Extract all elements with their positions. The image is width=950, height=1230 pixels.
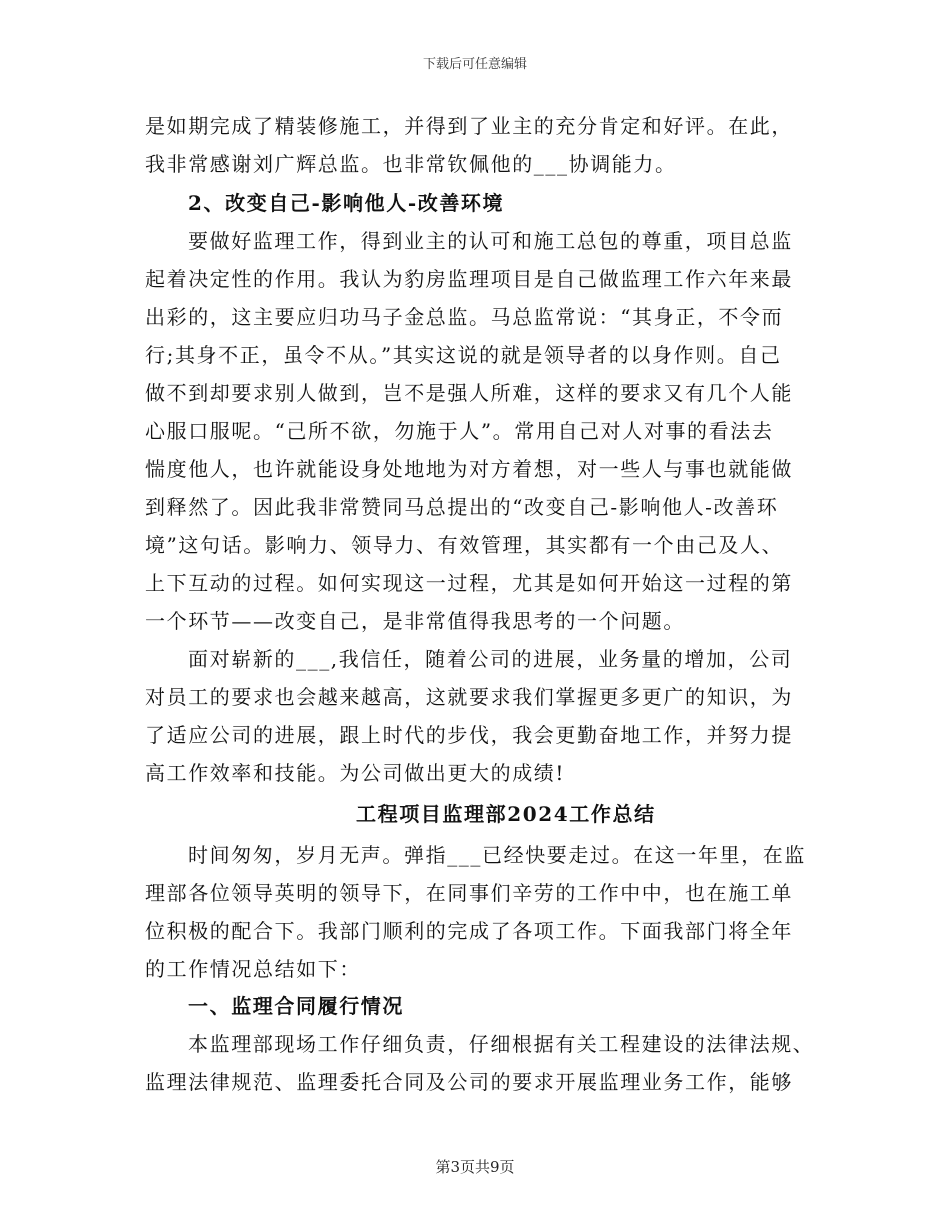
text-line: 对员工的要求也会越来越高，这就要求我们掌握更多更广的知识，为 <box>145 685 793 709</box>
page-footer: 第3页共9页 <box>435 1158 515 1176</box>
text-line: 位积极的配合下。我部门顺利的完成了各项工作。下面我部门将全年 <box>145 919 793 943</box>
text-line: 境”这句话。影响力、领导力、有效管理，其实都有一个由己及人、 <box>145 533 784 557</box>
text-line: 做不到却要求别人做到，岂不是强人所难，这样的要求又有几个人能 <box>145 381 793 405</box>
text-line: 的工作情况总结如下： <box>145 957 361 981</box>
text-line: 本监理部现场工作仔细负责，仔细根据有关工程建设的法律法规、 <box>188 1032 815 1056</box>
text-line: 心服口服呢。“己所不欲，勿施于人”。常用自己对人对事的看法去 <box>145 419 774 443</box>
text-line: 是如期完成了精装修施工，并得到了业主的充分肯定和好评。在此， <box>145 114 793 138</box>
section-title: 工程项目监理部2024工作总结 <box>356 802 656 826</box>
section-heading: 2、改变自己-影响他人-改善环境 <box>188 191 505 215</box>
text-line: 要做好监理工作，得到业主的认可和施工总包的尊重，项目总监 <box>188 229 793 253</box>
text-line: 我非常感谢刘广辉总监。也非常钦佩他的___协调能力。 <box>145 152 677 176</box>
text-line: 起着决定性的作用。我认为豹房监理项目是自己做监理工作六年来最 <box>145 267 793 291</box>
text-line: 惴度他人，也许就能设身处地地为对方着想，对一些人与事也就能做 <box>145 457 793 481</box>
text-line: 到释然了。因此我非常赞同马总提出的“改变自己-影响他人-改善环 <box>145 495 779 519</box>
text-line: 行;其身不正，虽令不从。”其实这说的就是领导者的以身作则。自己 <box>145 343 782 367</box>
text-line: 出彩的，这主要应归功马子金总监。马总监常说：“其身正，不令而 <box>145 305 784 329</box>
text-line: 理部各位领导英明的领导下，在同事们辛劳的工作中中，也在施工单 <box>145 881 793 905</box>
text-line: 了适应公司的进展，跟上时代的步伐，我会更勤奋地工作，并努力提 <box>145 723 793 747</box>
text-line: 一个环节——改变自己，是非常值得我思考的一个问题。 <box>145 609 685 633</box>
text-line: 时间匆匆，岁月无声。弹指___已经快要走过。在这一年里，在监 <box>188 843 806 867</box>
text-line: 面对崭新的___,我信任，随着公司的进展，业务量的增加，公司 <box>188 647 793 671</box>
section-heading: 一、监理合同履行情况 <box>188 994 404 1018</box>
text-line: 高工作效率和技能。为公司做出更大的成绩! <box>145 761 566 785</box>
text-line: 监理法律规范、监理委托合同及公司的要求开展监理业务工作，能够 <box>145 1070 793 1094</box>
page-header: 下载后可任意编辑 <box>422 57 527 72</box>
text-line: 上下互动的过程。如何实现这一过程，尤其是如何开始这一过程的第 <box>145 571 793 595</box>
